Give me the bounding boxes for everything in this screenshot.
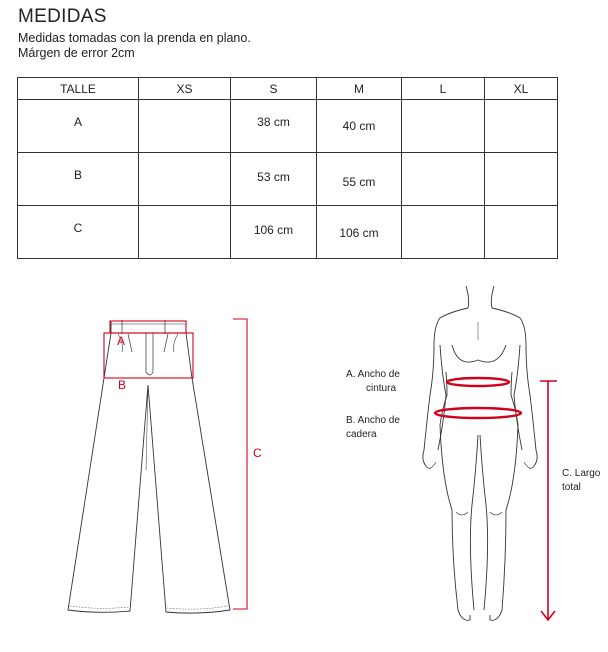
waist-ring [447, 378, 509, 386]
cell-s: 53 cm [231, 153, 317, 206]
pants-label-a: A [117, 334, 126, 348]
total-length-bracket [233, 319, 247, 609]
note-b-line-1: B. Ancho de [346, 415, 400, 426]
header-xl: XL [485, 78, 558, 100]
hip-ring [435, 408, 521, 418]
cell-m: 55 cm [317, 153, 402, 206]
cell-talle: B [18, 153, 139, 206]
pants-label-c: C [253, 446, 262, 460]
total-length-arrow [540, 381, 557, 620]
cell-m: 40 cm [317, 100, 402, 153]
cell-talle: C [18, 206, 139, 259]
header-s: S [231, 78, 317, 100]
pants-measurements [104, 319, 247, 609]
header-m: M [317, 78, 402, 100]
header-talle: TALLE [18, 78, 139, 100]
subtitle-line-2: Márgen de error 2cm [18, 46, 135, 60]
cell-talle: A [18, 100, 139, 153]
cell-m: 106 cm [317, 206, 402, 259]
note-b-line-2: cadera [346, 429, 377, 440]
subtitle-line-1: Medidas tomadas con la prenda en plano. [18, 31, 251, 45]
pants-label-b: B [118, 378, 127, 392]
waist-width-mark [110, 321, 186, 333]
body-illustration [423, 286, 537, 620]
note-c-line-2: total [562, 482, 581, 493]
page-title: MEDIDAS [18, 6, 107, 27]
cell-s: 106 cm [231, 206, 317, 259]
note-a-line-2: cintura [366, 383, 397, 394]
header-l: L [402, 78, 485, 100]
pants-illustration [68, 320, 230, 613]
body-measurements [435, 378, 557, 620]
note-c-line-1: C. Largo [562, 468, 601, 479]
note-a-line-1: A. Ancho de [346, 369, 400, 380]
header-xs: XS [139, 78, 231, 100]
cell-s: 38 cm [231, 100, 317, 153]
